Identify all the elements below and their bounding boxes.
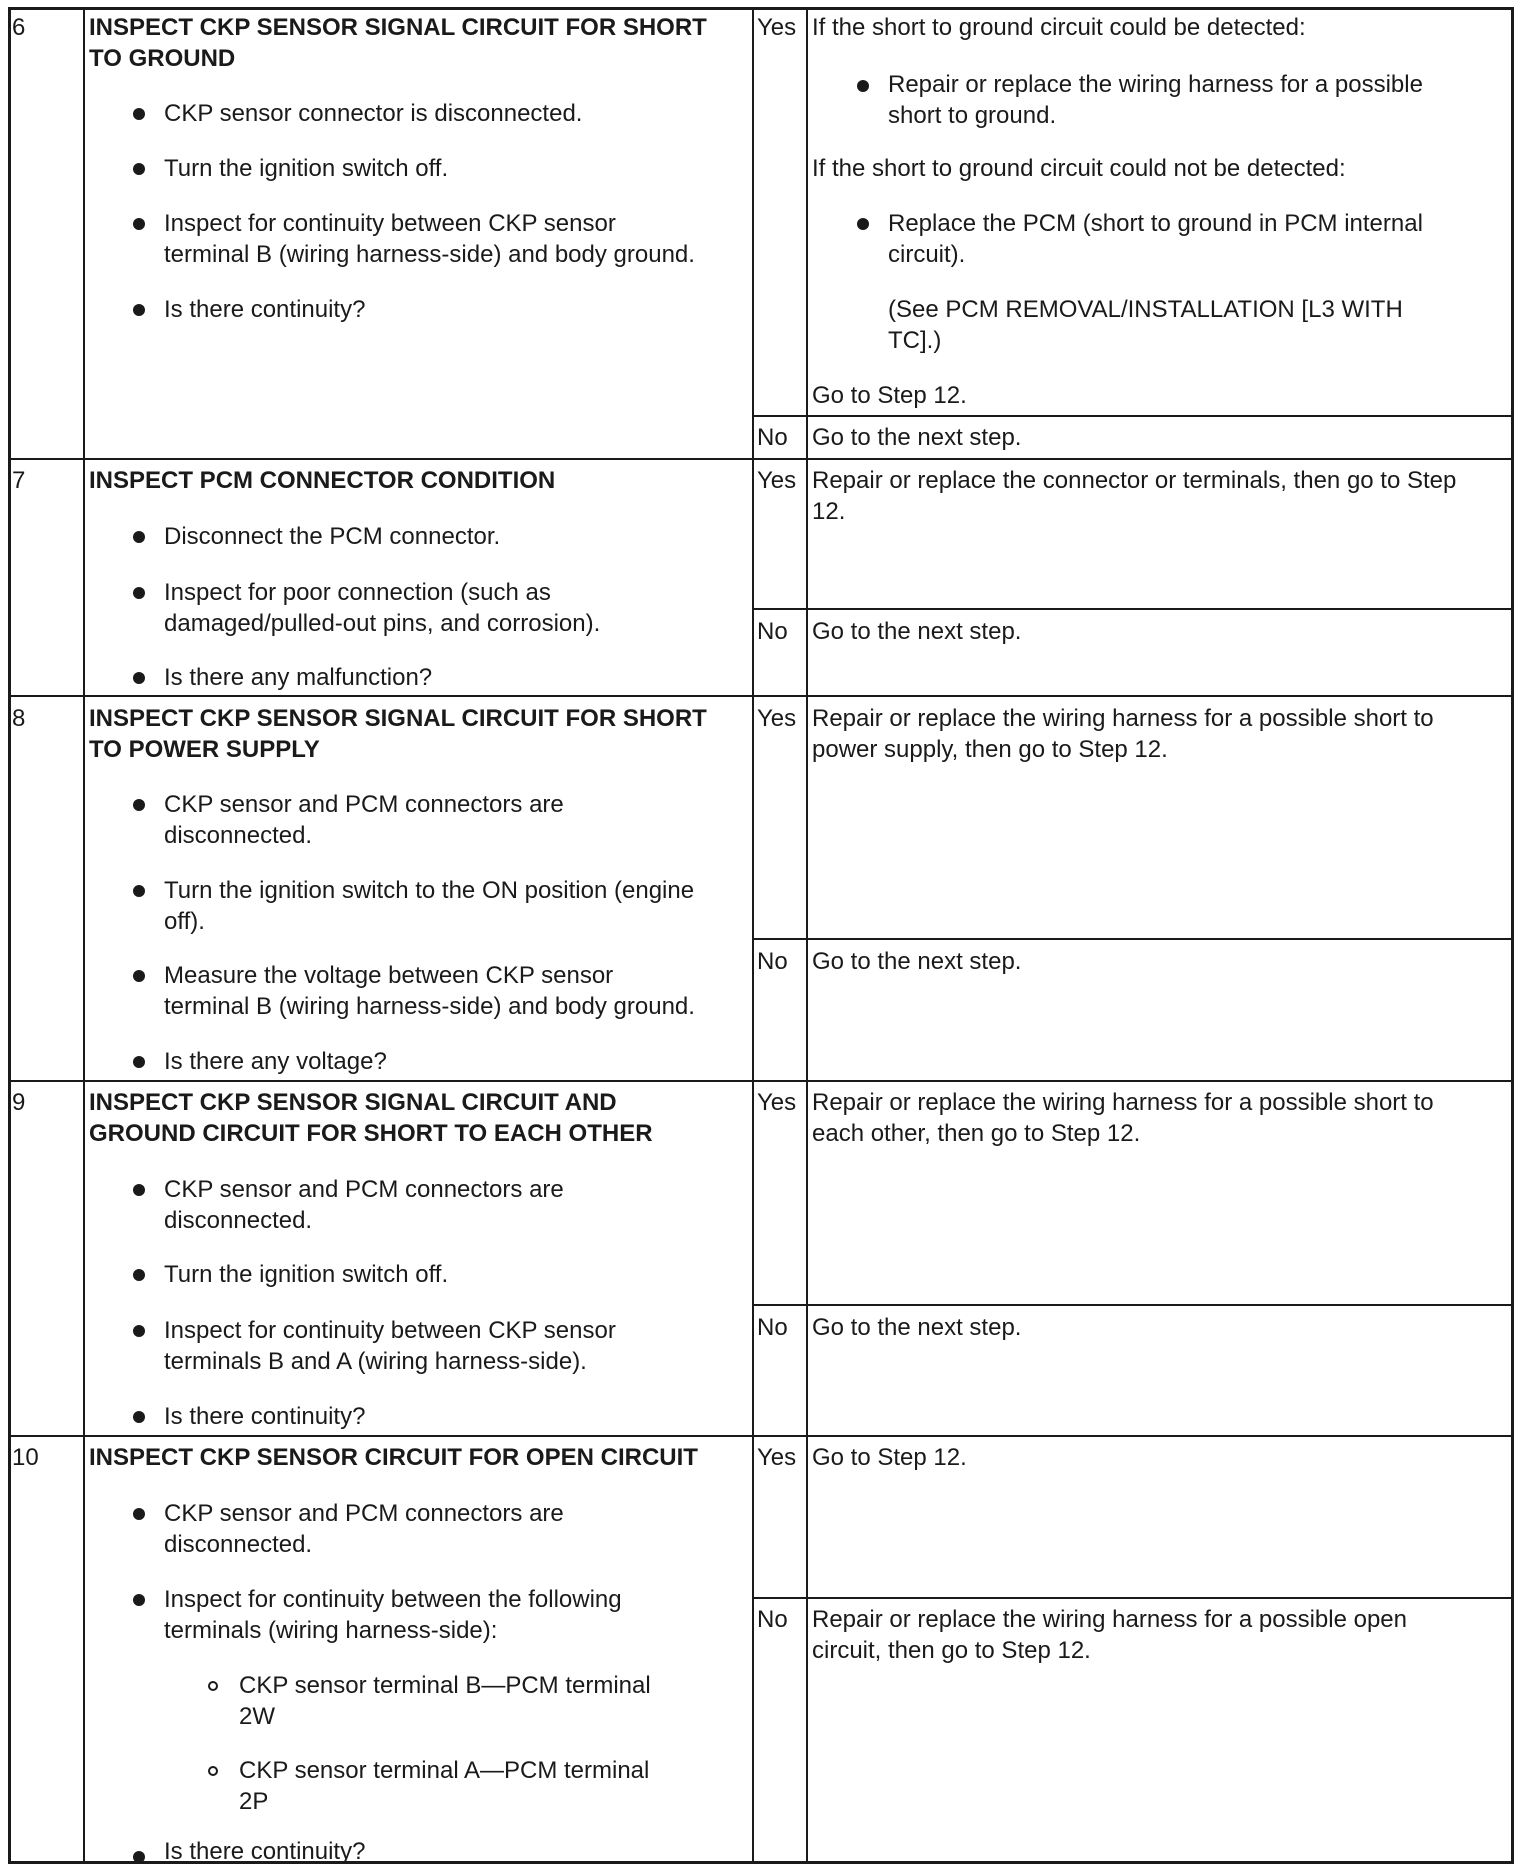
no-label: No [757, 1314, 788, 1341]
table-border-top [8, 7, 1514, 10]
yes-no-divider [752, 608, 1514, 610]
check-item: Is there continuity? [164, 1403, 366, 1430]
check-item: Is there any voltage? [164, 1048, 387, 1075]
yes-result: Repair or replace the connector or terminals, then go to Step [812, 467, 1457, 494]
bullet-icon [133, 1594, 145, 1606]
check-item: Is there any malfunction? [164, 664, 433, 691]
check-item: Measure the voltage between CKP sensor [164, 962, 614, 989]
bullet-icon [133, 1851, 145, 1863]
check-item: Is there continuity? [164, 296, 366, 323]
see-reference: TC].) [888, 327, 942, 354]
no-result: Go to the next step. [812, 424, 1022, 451]
check-item: Is there continuity? [164, 1838, 366, 1865]
check-item: CKP sensor and PCM connectors are [164, 791, 564, 818]
column-divider-answer [806, 7, 808, 1864]
bullet-icon [133, 304, 145, 316]
no-label: No [757, 424, 788, 451]
yes-label: Yes [757, 467, 797, 494]
bullet-icon [133, 672, 145, 684]
check-item: terminal B (wiring harness-side) and body ground. [164, 993, 695, 1020]
no-result: Go to the next step. [812, 948, 1022, 975]
check-item: Inspect for continuity between CKP sensor [164, 210, 616, 237]
yes-result: Repair or replace the wiring harness for a possible [888, 71, 1423, 98]
yes-label: Yes [757, 14, 797, 41]
step-title: TO POWER SUPPLY [89, 736, 320, 763]
step-title: INSPECT CKP SENSOR SIGNAL CIRCUIT AND [89, 1089, 617, 1116]
check-item: terminals (wiring harness-side): [164, 1617, 498, 1644]
check-item: Disconnect the PCM connector. [164, 523, 501, 550]
bullet-icon [133, 885, 145, 897]
step-title: GROUND CIRCUIT FOR SHORT TO EACH OTHER [89, 1120, 653, 1147]
check-item: CKP sensor connector is disconnected. [164, 100, 583, 127]
check-item: CKP sensor and PCM connectors are [164, 1176, 564, 1203]
table-border-right [1511, 7, 1514, 1864]
row-divider [8, 458, 1514, 460]
row-divider [8, 1080, 1514, 1082]
bullet-icon [133, 218, 145, 230]
check-item: disconnected. [164, 1207, 313, 1234]
yes-label: Yes [757, 705, 797, 732]
check-item: terminals B and A (wiring harness-side). [164, 1348, 587, 1375]
check-item: Inspect for continuity between CKP sensor [164, 1317, 616, 1344]
sub-bullet-icon [208, 1681, 218, 1691]
bullet-icon [857, 80, 869, 92]
step-number: 8 [12, 705, 26, 732]
step-title: INSPECT CKP SENSOR CIRCUIT FOR OPEN CIRCUIT [89, 1444, 698, 1471]
bullet-icon [133, 1184, 145, 1196]
yes-result: circuit). [888, 241, 966, 268]
yes-label: Yes [757, 1089, 797, 1116]
step-number: 6 [12, 14, 26, 41]
no-label: No [757, 948, 788, 975]
yes-result: If the short to ground circuit could be detected: [812, 14, 1306, 41]
bullet-icon [133, 1056, 145, 1068]
check-item: off). [164, 908, 205, 935]
bullet-icon [133, 1269, 145, 1281]
yes-label: Yes [757, 1444, 797, 1471]
yes-no-divider [752, 1597, 1514, 1599]
step-title: INSPECT CKP SENSOR SIGNAL CIRCUIT FOR SHORT [89, 705, 707, 732]
no-result: Go to the next step. [812, 1314, 1022, 1341]
step-title: INSPECT CKP SENSOR SIGNAL CIRCUIT FOR SHORT [89, 14, 707, 41]
check-item: damaged/pulled-out pins, and corrosion). [164, 610, 601, 637]
check-item: CKP sensor and PCM connectors are [164, 1500, 564, 1527]
bullet-icon [133, 799, 145, 811]
step-number: 10 [12, 1444, 39, 1471]
yes-result: Repair or replace the wiring harness for a possible short to [812, 705, 1434, 732]
no-result: Go to the next step. [812, 618, 1022, 645]
sub-check-item: CKP sensor terminal A—PCM terminal [239, 1757, 650, 1784]
yes-result: each other, then go to Step 12. [812, 1120, 1141, 1147]
no-result: Repair or replace the wiring harness for a possible open [812, 1606, 1407, 1633]
yes-result: 12. [812, 498, 846, 525]
yes-result: power supply, then go to Step 12. [812, 736, 1168, 763]
yes-result: Go to Step 12. [812, 382, 967, 409]
check-item: terminal B (wiring harness-side) and body ground. [164, 241, 695, 268]
yes-result: Repair or replace the wiring harness for a possible short to [812, 1089, 1434, 1116]
table-border-left [8, 7, 11, 1864]
row-divider [8, 695, 1514, 697]
step-title: TO GROUND [89, 45, 236, 72]
bullet-icon [133, 531, 145, 543]
column-divider-step [83, 7, 85, 1864]
row-divider [8, 1435, 1514, 1437]
no-label: No [757, 618, 788, 645]
check-item: Turn the ignition switch to the ON position (engine [164, 877, 695, 904]
yes-result: Go to Step 12. [812, 1444, 967, 1471]
column-divider-action [752, 7, 754, 1864]
yes-result: short to ground. [888, 102, 1057, 129]
sub-check-item: 2P [239, 1788, 269, 1815]
step-number: 7 [12, 467, 26, 494]
sub-check-item: 2W [239, 1703, 275, 1730]
sub-check-item: CKP sensor terminal B—PCM terminal [239, 1672, 651, 1699]
bullet-icon [857, 218, 869, 230]
check-item: Inspect for poor connection (such as [164, 579, 551, 606]
step-title: INSPECT PCM CONNECTOR CONDITION [89, 467, 556, 494]
bullet-icon [133, 163, 145, 175]
no-result: circuit, then go to Step 12. [812, 1637, 1091, 1664]
bullet-icon [133, 587, 145, 599]
yes-no-divider [752, 1304, 1514, 1306]
bullet-icon [133, 970, 145, 982]
step-number: 9 [12, 1089, 26, 1116]
check-item: Turn the ignition switch off. [164, 155, 449, 182]
yes-no-divider [752, 415, 1514, 417]
bullet-icon [133, 108, 145, 120]
check-item: Turn the ignition switch off. [164, 1261, 449, 1288]
yes-no-divider [752, 938, 1514, 940]
no-label: No [757, 1606, 788, 1633]
yes-result: If the short to ground circuit could not be detected: [812, 155, 1346, 182]
bullet-icon [133, 1325, 145, 1337]
bullet-icon [133, 1411, 145, 1423]
check-item: Inspect for continuity between the following [164, 1586, 622, 1613]
see-reference: (See PCM REMOVAL/INSTALLATION [L3 WITH [888, 296, 1403, 323]
check-item: disconnected. [164, 1531, 313, 1558]
check-item: disconnected. [164, 822, 313, 849]
yes-result: Replace the PCM (short to ground in PCM internal [888, 210, 1423, 237]
sub-bullet-icon [208, 1766, 218, 1776]
bullet-icon [133, 1508, 145, 1520]
